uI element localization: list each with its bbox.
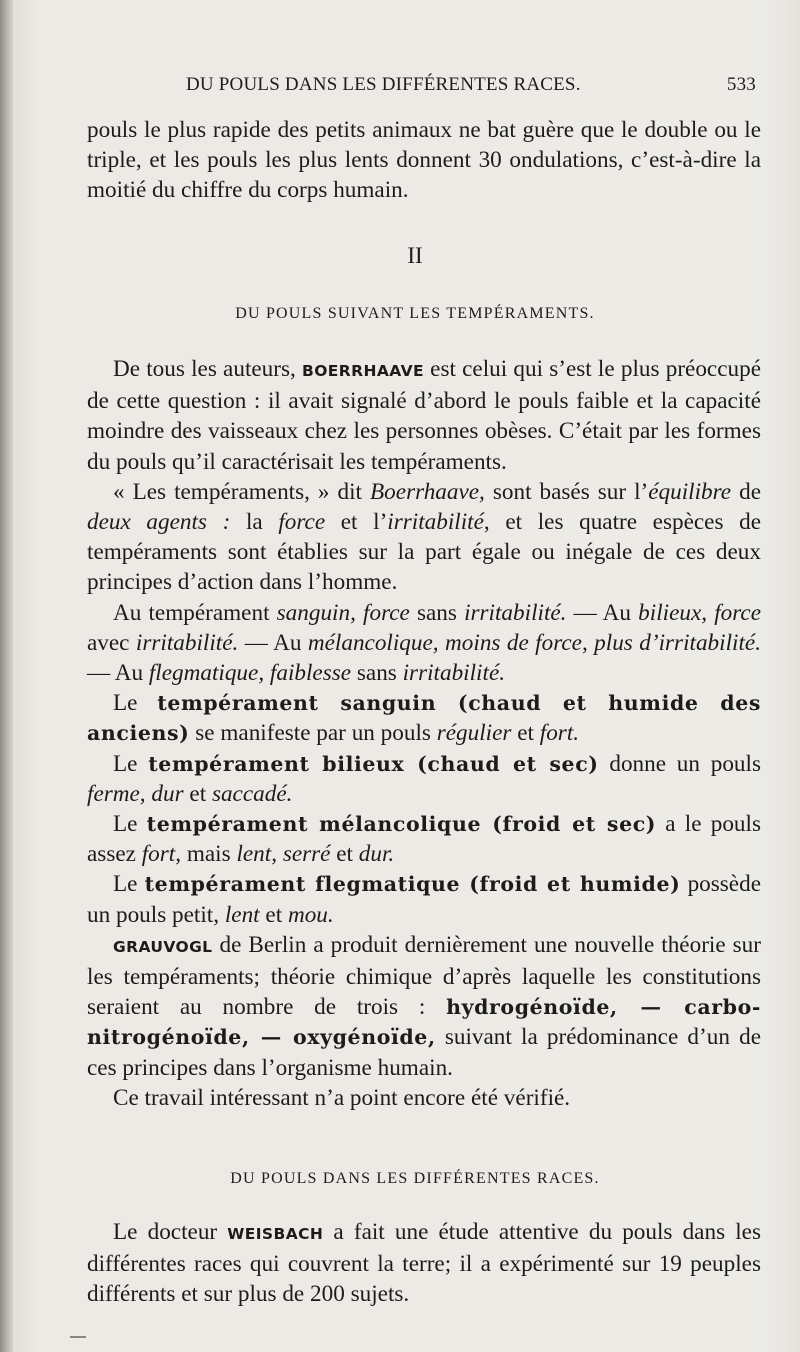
author-name: GRAUVOGL (113, 937, 213, 956)
paragraph-quote: « Les tempéraments, » dit Boerrhaave, sont basés sur l’équilibre de deux agents : la force et l’irritabilité, et les quatre espèces de tempéraments sont établies sur la part égale ou inégale de ces deux principes d’action dans l’homme. (87, 478, 762, 596)
paragraph-sanguin: Le tempérament sanguin (chaud et humide des anciens) se manifeste par un pouls régulier et fort. (87, 690, 761, 747)
section-title-races: DU POULS DANS LES DIFFÉRENTES RACES. (230, 1170, 600, 1187)
section-title-temperaments: DU POULS SUIVANT LES TEMPÉRAMENTS. (235, 305, 595, 322)
paragraph-boerrhaave: De tous les auteurs, BOERRHAAVE est celui qui s’est le plus préoccupé de cette question : il avait signalé d’abord le pouls faible et la capacité moindre des vaisseaux chez les personnes obèses. C’était par les formes du pouls qu’il caractérisait les tempéraments. (87, 356, 761, 475)
top-paragraph-block (87, 115, 761, 206)
top-paragraph: pouls le plus rapide des petits animaux ne bat guère que le double ou le triple, et les pouls les plus lents donnent 30 ondulations, c’est-à-dire la moitié du chiffre du corps humain. (87, 117, 761, 204)
section-numeral: II (407, 243, 423, 268)
paragraph-grauvogl: GRAUVOGL de Berlin a produit dernièrement une nouvelle théorie sur les tempéraments; théorie chimique d’après laquelle les constitutions seraient au nombre de trois : hydrogénoïde, — carbo-nitrogénoïde, — oxygénoïde, suivant la prédominance d’un de ces principes dans l’organisme humain. (87, 931, 761, 1081)
page-gutter (0, 0, 13, 1352)
running-title: DU POULS DANS LES DIFFÉRENTES RACES. (186, 74, 581, 95)
paragraph-four-types: Au tempérament sanguin, force sans irritabilité. — Au bilieux, force avec irritabilité. — Au mélancolique, moins de force, plus d’irritabilité. — Au flegmatique, faiblesse sans irritabilité. (87, 599, 762, 687)
section-races-body (87, 1217, 761, 1310)
paragraph-bilieux: Le tempérament bilieux (chaud et sec) donne un pouls ferme, dur et saccadé. (87, 750, 761, 807)
paragraph-weisbach: Le docteur WEISBACH a fait une étude attentive du pouls dans les différentes races qui couvrent la terre; il a expérimenté sur 19 peuples différents et sur plus de 200 sujets. (87, 1219, 761, 1308)
page-number: 533 (726, 74, 756, 95)
running-header (186, 74, 756, 102)
paragraph-flegmatique: Le tempérament flegmatique (froid et humide) possède un pouls petit, lent et mou. (87, 871, 761, 928)
author-name: BOERRHAAVE (302, 362, 424, 380)
paragraph-melancolique: Le tempérament mélancolique (froid et sec) a le pouls assez fort, mais lent, serré et dur. (87, 811, 761, 868)
section-temperaments-body (87, 354, 761, 1113)
author-name: WEISBACH (227, 1225, 324, 1243)
page-mark (70, 1336, 86, 1338)
paragraph-verification: Ce travail intéressant n’a point encore été vérifié. (113, 1084, 571, 1111)
